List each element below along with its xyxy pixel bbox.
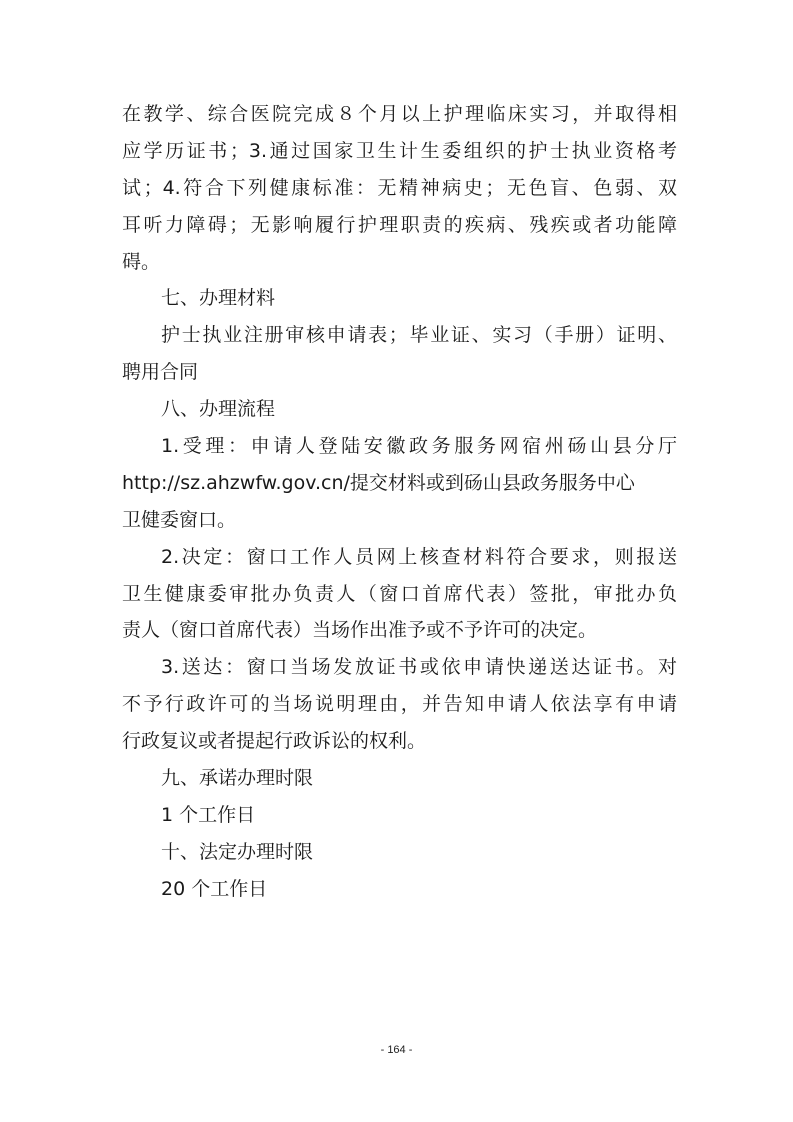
- process-step-deliver: [122, 649, 677, 760]
- section-heading: 十、法定办理时限: [161, 840, 314, 863]
- text-line: 试；4.符合下列健康标准：无精神病史；无色盲、色弱、双: [122, 176, 677, 199]
- section-materials: [122, 280, 677, 391]
- text-line: 不予行政许可的当场说明理由，并告知申请人依法享有申请: [122, 693, 677, 716]
- text-line: 应学历证书；3.通过国家卫生计生委组织的护士执业资格考: [122, 139, 677, 162]
- text-line: 责人（窗口首席代表）当场作出准予或不予许可的决定。: [122, 619, 598, 642]
- text-line: 行政复议或者提起行政诉讼的权利。: [122, 730, 427, 753]
- process-step-decide: [122, 539, 677, 650]
- requirements-paragraph: [122, 96, 677, 280]
- text-line: 碍。: [122, 250, 161, 273]
- text-line-url: http://sz.ahzwfw.gov.cn/提交材料或到砀山县政务服务中心: [122, 471, 635, 494]
- text-line: 在教学、综合医院完成８个月以上护理临床实习，并取得相: [122, 103, 677, 125]
- page-number: - 164 -: [380, 1044, 413, 1056]
- time-limit-value: 1 个工作日: [161, 803, 256, 826]
- section-heading: 九、承诺办理时限: [161, 767, 314, 790]
- section-heading: 八、办理流程: [161, 398, 276, 421]
- process-step-accept: [122, 428, 677, 539]
- text-line: 2.决定：窗口工作人员网上核查材料符合要求，则报送: [161, 545, 677, 568]
- text-line: 卫生健康委审批办负责人（窗口首席代表）签批，审批办负: [122, 582, 677, 605]
- text-line: 护士执业注册审核申请表；毕业证、实习（手册）证明、: [161, 324, 677, 347]
- text-line: 3.送达：窗口当场发放证书或依申请快递送达证书。对: [161, 656, 677, 679]
- text-line: 聘用合同: [122, 361, 199, 384]
- section-statutory-time: [122, 834, 677, 908]
- section-heading: 七、办理材料: [161, 287, 276, 310]
- section-promised-time: [122, 760, 677, 834]
- text-line: 1.受理：申请人登陆安徽政务服务网宿州砀山县分厅: [161, 435, 677, 458]
- text-line: 耳听力障碍；无影响履行护理职责的疾病、残疾或者功能障: [122, 213, 677, 236]
- document-body: [122, 96, 677, 908]
- section-process: [122, 391, 677, 760]
- time-limit-value: 20 个工作日: [161, 877, 268, 900]
- text-line: 卫健委窗口。: [122, 508, 237, 531]
